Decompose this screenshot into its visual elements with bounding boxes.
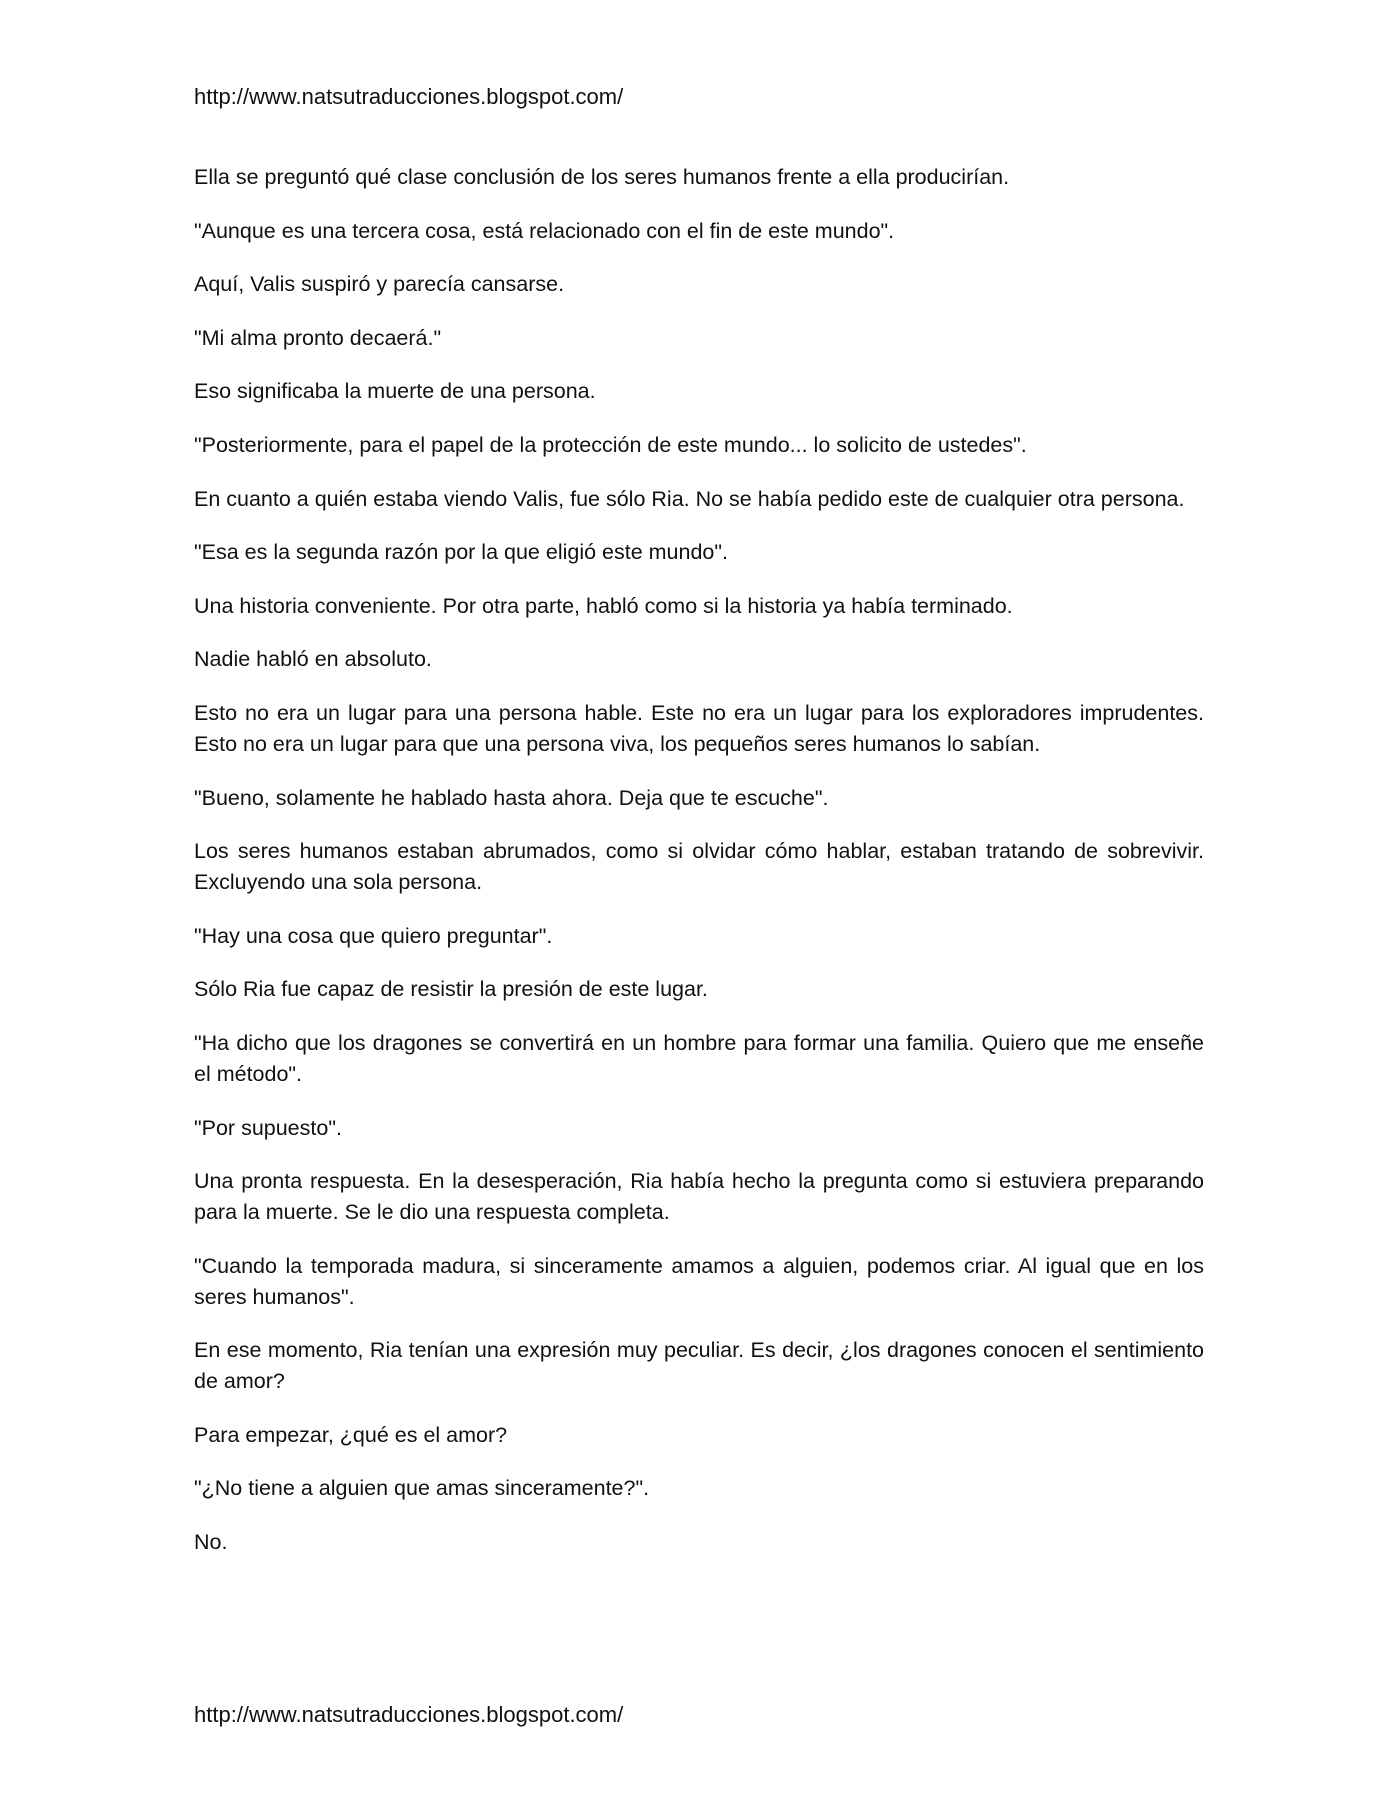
paragraph-22: "¿No tiene a alguien que amas sinceramente?". [194,1476,650,1501]
paragraph-18: Una pronta respuesta. En la desesperación, Ria había hecho la pregunta como si estuviera preparando para la muerte. Se le dio una respuesta completa. [194,1169,1204,1225]
paragraph-23: No. [194,1530,228,1555]
paragraph-15: Sólo Ria fue capaz de resistir la presión de este lugar. [194,977,708,1002]
paragraph-17: "Por supuesto". [194,1115,342,1140]
document-body [194,162,1204,1581]
paragraph-13: Los seres humanos estaban abrumados, como si olvidar cómo hablar, estaban tratando de sobrevivir. Excluyendo una sola persona. [194,839,1204,895]
paragraph-11: Esto no era un lugar para una persona hable. Este no era un lugar para los exploradores imprudentes. Esto no era un lugar para que una persona viva, los pequeños seres humanos lo sabían. [194,700,1204,756]
paragraph-9: Una historia conveniente. Por otra parte, habló como si la historia ya había terminado. [194,593,1013,618]
paragraph-2: "Aunque es una tercera cosa, está relacionado con el fin de este mundo". [194,218,895,243]
paragraph-19: "Cuando la temporada madura, si sinceramente amamos a alguien, podemos criar. Al igual que en los seres humanos". [194,1253,1204,1309]
footer-url-link[interactable]: http://www.natsutraducciones.blogspot.com/ [194,1702,624,1727]
paragraph-8: "Esa es la segunda razón por la que eligió este mundo". [194,540,728,565]
paragraph-12: "Bueno, solamente he hablado hasta ahora. Deja que te escuche". [194,785,829,810]
paragraph-10: Nadie habló en absoluto. [194,647,432,672]
paragraph-5: Eso significaba la muerte de una persona. [194,379,596,404]
paragraph-7: En cuanto a quién estaba viendo Valis, fue sólo Ria. No se había pedido este de cualquier otra persona. [194,486,1185,511]
paragraph-21: Para empezar, ¿qué es el amor? [194,1422,508,1447]
paragraph-6: "Posteriormente, para el papel de la protección de este mundo... lo solicito de ustedes". [194,432,1027,457]
header-url-link[interactable]: http://www.natsutraducciones.blogspot.com/ [194,84,624,109]
paragraph-4: "Mi alma pronto decaerá." [194,325,442,350]
paragraph-16: "Ha dicho que los dragones se convertirá en un hombre para formar una familia. Quiero que me enseñe el método". [194,1030,1204,1086]
paragraph-1: Ella se preguntó qué clase conclusión de los seres humanos frente a ella producirían. [194,165,1010,189]
paragraph-14: "Hay una cosa que quiero preguntar". [194,923,553,948]
paragraph-3: Aquí, Valis suspiró y parecía cansarse. [194,272,565,297]
paragraph-20: En ese momento, Ria tenían una expresión muy peculiar. Es decir, ¿los dragones conocen el sentimiento de amor? [194,1338,1204,1394]
